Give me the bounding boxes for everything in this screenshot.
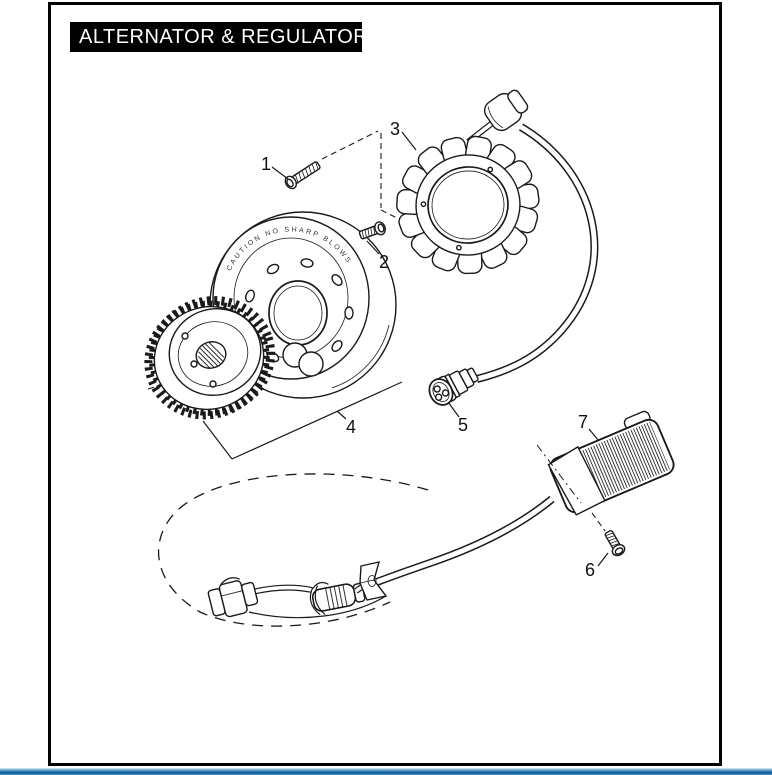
callout-3-label: 3 bbox=[389, 119, 401, 139]
harness-routing-dashed-loop bbox=[159, 474, 428, 626]
screw-2 bbox=[358, 221, 387, 242]
callout-6-label: 6 bbox=[584, 560, 596, 580]
callout-7-label: 7 bbox=[577, 412, 589, 432]
footer-accent-bar bbox=[0, 768, 772, 775]
callout-4-label: 4 bbox=[345, 417, 357, 437]
harness-connector-middle bbox=[308, 575, 367, 617]
stator bbox=[387, 127, 548, 284]
harness-wire-left bbox=[252, 588, 312, 592]
regulator bbox=[537, 408, 678, 517]
screw-1 bbox=[283, 159, 322, 191]
screw-6 bbox=[602, 529, 626, 558]
callout-1-label: 1 bbox=[260, 154, 272, 174]
screw-6-dash bbox=[592, 513, 605, 531]
rotor-warning-text: CAUTION NO SHARP BLOWS bbox=[225, 226, 353, 273]
regulator-wire bbox=[377, 499, 552, 582]
screw-bracket-dash bbox=[322, 131, 397, 218]
callout-2-label: 2 bbox=[378, 252, 390, 272]
callout-5-label: 5 bbox=[457, 415, 469, 435]
stator-connector-plug bbox=[425, 362, 482, 409]
page-title: ALTERNATOR & REGULATOR bbox=[70, 22, 362, 52]
